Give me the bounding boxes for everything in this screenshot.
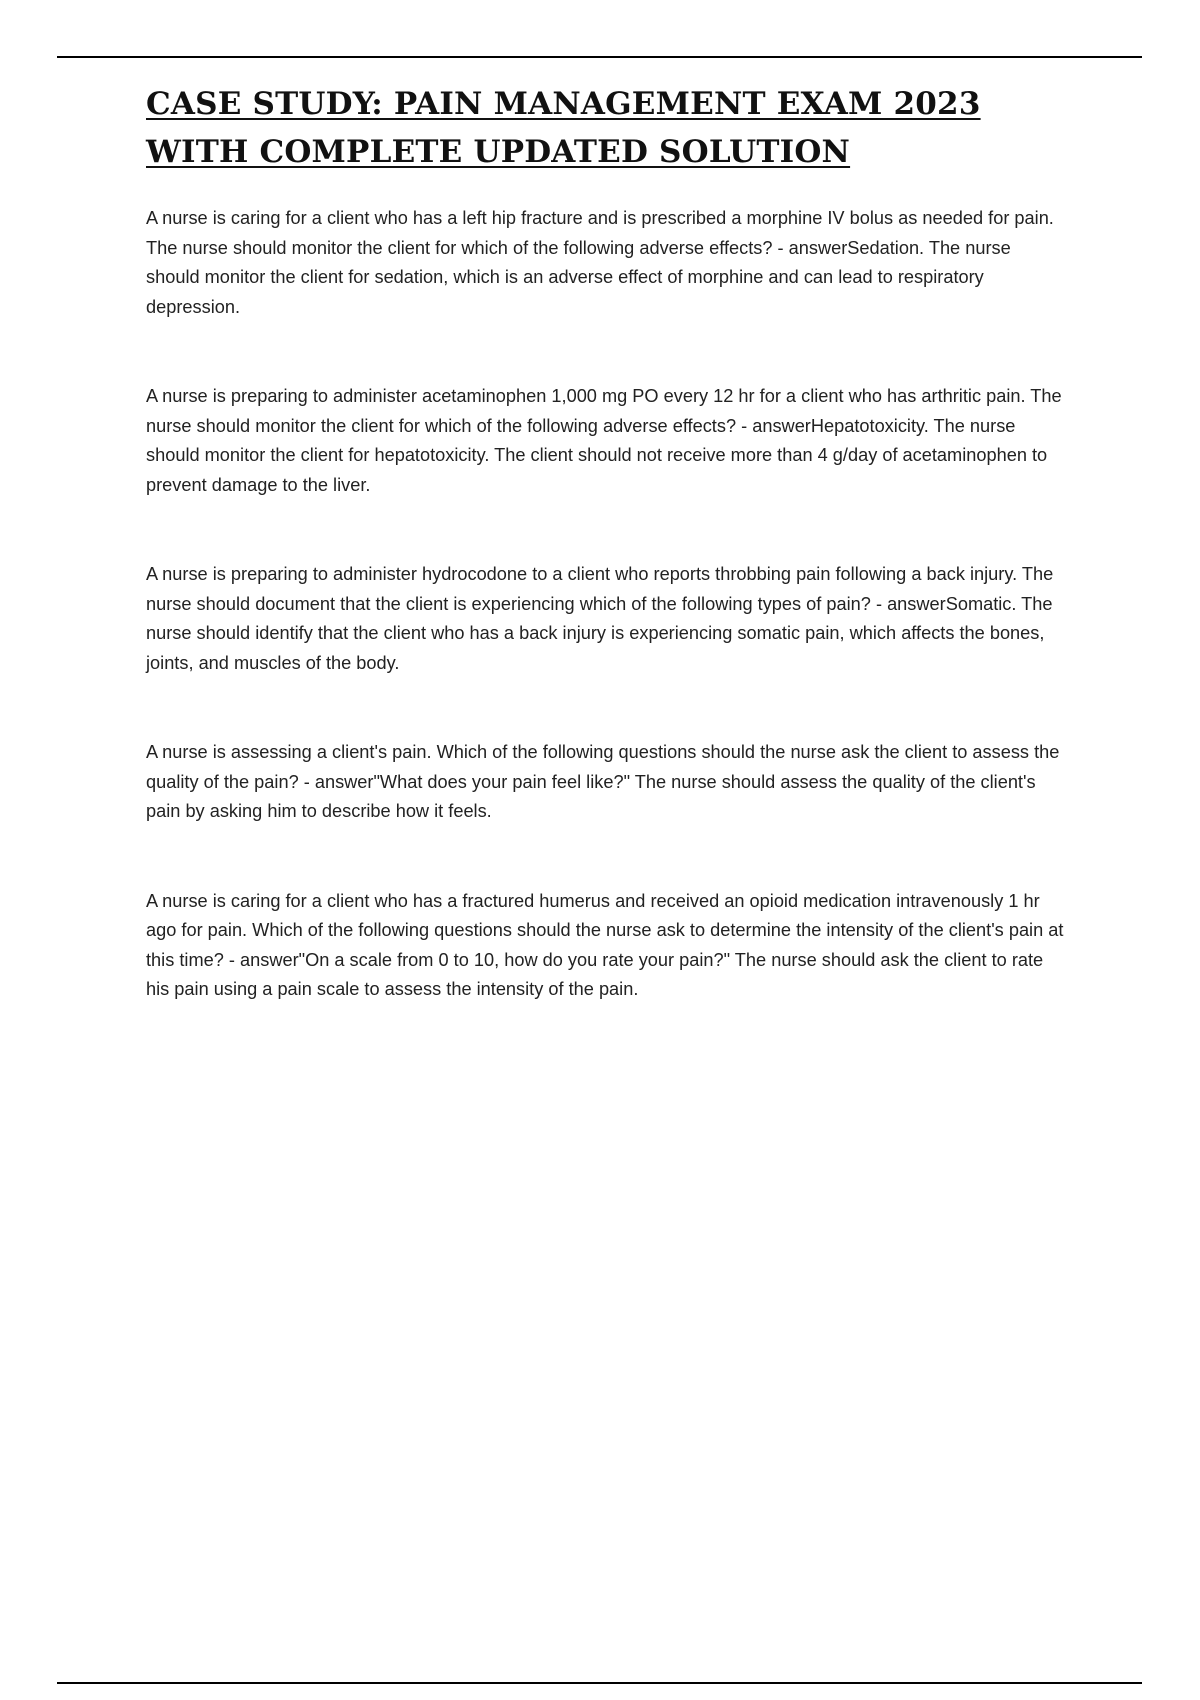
document-title: CASE STUDY: PAIN MANAGEMENT EXAM 2023 WITH COMPLETE UPDATED SOLUTION bbox=[146, 86, 981, 170]
qa-item-5: A nurse is caring for a client who has a fractured humerus and received an opioid medication intravenously 1 hr ago for pain. Which of the following questions should the nurse ask to determine the intensity of the client's pain at this time? - answer"On a scale from 0 to 10, how do you rate your pain?" The nurse should ask the client to rate his pain using a pain scale to assess the intensity of the pain. bbox=[146, 890, 1064, 999]
qa-item-2: A nurse is preparing to administer acetaminophen 1,000 mg PO every 12 hr for a client who has arthritic pain. The nurse should monitor the client for which of the following adverse effects? - answerHepatotoxicity. The nurse should monitor the client for hepatotoxicity. The client should not receive more than 4 g/day of acetaminophen to prevent damage to the liver. bbox=[146, 386, 1062, 495]
top-rule bbox=[57, 56, 1142, 58]
qa-item-4: A nurse is assessing a client's pain. Which of the following questions should the nurse ask the client to assess the quality of the pain? - answer"What does your pain feel like?" The nurse should assess the quality of the client's pain by asking him to describe how it feels. bbox=[146, 742, 1060, 821]
qa-item-1: A nurse is caring for a client who has a left hip fracture and is prescribed a morphine IV bolus as needed for pain. The nurse should monitor the client for which of the following adverse effects? - answerSedation. The nurse should monitor the client for sedation, which is an adverse effect of morphine and can lead to respiratory depression. bbox=[146, 208, 1054, 317]
bottom-rule bbox=[57, 1682, 1142, 1684]
qa-item-3: A nurse is preparing to administer hydrocodone to a client who reports throbbing pain following a back injury. The nurse should document that the client is experiencing which of the following types of pain? - answerSomatic. The nurse should identify that the client who has a back injury is experiencing somatic pain, which affects the bones, joints, and muscles of the body. bbox=[146, 564, 1054, 673]
document-page bbox=[146, 80, 1066, 1065]
qa-list bbox=[146, 204, 1066, 1005]
